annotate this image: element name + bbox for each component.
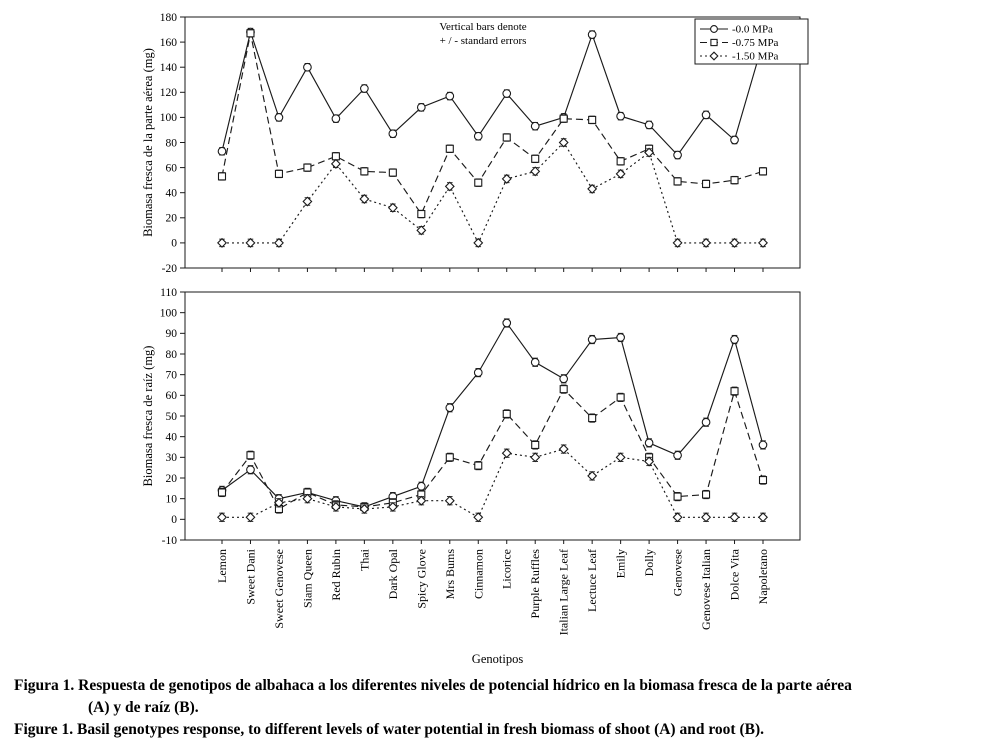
y-axis-tick-label: 40 bbox=[165, 187, 177, 200]
marker-diamond-icon bbox=[474, 239, 482, 247]
marker-diamond-icon bbox=[531, 453, 539, 461]
marker-circle-icon bbox=[361, 85, 369, 93]
x-category-label: Purple Ruffles bbox=[528, 549, 543, 619]
marker-circle-icon bbox=[474, 132, 482, 140]
marker-circle-icon bbox=[418, 482, 426, 490]
marker-circle-icon bbox=[617, 334, 625, 342]
marker-circle-icon bbox=[731, 336, 739, 344]
marker-diamond-icon bbox=[389, 204, 397, 212]
marker-circle-icon bbox=[702, 111, 710, 119]
y-axis-title-A: Biomasa fresca de la parte aérea (mg) bbox=[141, 48, 155, 237]
y-axis-tick-label: 20 bbox=[165, 472, 177, 485]
marker-diamond-icon bbox=[246, 239, 254, 247]
marker-square-icon bbox=[617, 394, 624, 401]
marker-square-icon bbox=[418, 211, 425, 218]
series-line bbox=[222, 449, 763, 517]
x-category-label: Lectuce Leaf bbox=[585, 549, 600, 612]
marker-diamond-icon bbox=[588, 185, 596, 193]
marker-square-icon bbox=[760, 477, 767, 484]
marker-circle-icon bbox=[711, 26, 718, 33]
series-line bbox=[222, 389, 763, 509]
marker-square-icon bbox=[219, 173, 226, 180]
y-axis-tick-label: 10 bbox=[165, 493, 177, 506]
legend-label: -1.50 MPa bbox=[732, 50, 779, 63]
y-axis-tick-label: 40 bbox=[165, 431, 177, 444]
marker-diamond-icon bbox=[702, 239, 710, 247]
caption-spanish-line2: (A) y de raíz (B). bbox=[88, 699, 199, 716]
marker-square-icon bbox=[247, 30, 254, 37]
marker-circle-icon bbox=[560, 375, 568, 383]
marker-square-icon bbox=[703, 180, 710, 187]
series-line bbox=[222, 32, 763, 155]
x-category-label: Genovese bbox=[670, 549, 685, 597]
marker-circle-icon bbox=[645, 121, 653, 129]
marker-square-icon bbox=[446, 145, 453, 152]
marker-circle-icon bbox=[531, 358, 539, 366]
marker-diamond-icon bbox=[559, 445, 567, 453]
marker-diamond-icon bbox=[759, 239, 767, 247]
x-category-label: Italian Large Leaf bbox=[556, 549, 571, 636]
y-axis-tick-label: 60 bbox=[165, 390, 177, 403]
marker-diamond-icon bbox=[503, 175, 511, 183]
marker-circle-icon bbox=[759, 441, 767, 449]
marker-circle-icon bbox=[418, 104, 426, 112]
marker-circle-icon bbox=[531, 122, 539, 130]
marker-circle-icon bbox=[617, 112, 625, 120]
marker-diamond-icon bbox=[730, 239, 738, 247]
marker-diamond-icon bbox=[446, 182, 454, 190]
x-category-label: Genovese Italian bbox=[699, 549, 714, 630]
marker-square-icon bbox=[532, 155, 539, 162]
marker-square-icon bbox=[560, 115, 567, 122]
annotation-note bbox=[439, 21, 526, 47]
series-diamond bbox=[218, 445, 767, 522]
y-axis-tick-label: 0 bbox=[171, 237, 177, 250]
marker-square-icon bbox=[674, 178, 681, 185]
marker-square-icon bbox=[332, 153, 339, 160]
marker-square-icon bbox=[475, 179, 482, 186]
marker-circle-icon bbox=[332, 115, 340, 123]
series-line bbox=[222, 143, 763, 243]
series-line bbox=[222, 323, 763, 507]
marker-circle-icon bbox=[247, 466, 255, 474]
marker-diamond-icon bbox=[218, 513, 226, 521]
chart-panel-B bbox=[141, 287, 800, 666]
marker-diamond-icon bbox=[446, 497, 454, 505]
marker-square-icon bbox=[760, 168, 767, 175]
marker-circle-icon bbox=[674, 151, 682, 159]
y-axis-tick-label: 180 bbox=[159, 11, 177, 24]
y-axis-tick-label: 100 bbox=[159, 307, 177, 320]
x-axis-title: Genotipos bbox=[471, 652, 524, 666]
marker-square-icon bbox=[446, 454, 453, 461]
marker-diamond-icon bbox=[702, 513, 710, 521]
y-axis-tick-label: -10 bbox=[161, 534, 177, 547]
marker-diamond-icon bbox=[218, 239, 226, 247]
marker-circle-icon bbox=[446, 92, 454, 100]
marker-circle-icon bbox=[731, 136, 739, 144]
x-category-label: Licorice bbox=[499, 549, 514, 589]
marker-square-icon bbox=[389, 169, 396, 176]
marker-square-icon bbox=[247, 452, 254, 459]
marker-square-icon bbox=[589, 415, 596, 422]
marker-circle-icon bbox=[474, 369, 482, 377]
marker-circle-icon bbox=[645, 439, 653, 447]
x-category-label: Siam Queen bbox=[300, 549, 315, 608]
marker-square-icon bbox=[711, 39, 717, 45]
y-axis-tick-label: 160 bbox=[159, 36, 177, 49]
marker-square-icon bbox=[503, 134, 510, 141]
x-category-label: Napoletano bbox=[756, 549, 770, 605]
y-axis-tick-label: 70 bbox=[165, 369, 177, 382]
figure-captions bbox=[0, 672, 988, 741]
series-circle bbox=[218, 28, 767, 159]
y-axis-tick-label: 20 bbox=[165, 212, 177, 225]
marker-circle-icon bbox=[503, 90, 511, 98]
marker-square-icon bbox=[532, 441, 539, 448]
y-axis-tick-label: 100 bbox=[159, 112, 177, 125]
y-axis-title-B: Biomasa fresca de raíz (mg) bbox=[141, 345, 155, 487]
x-category-label: Cinnamon bbox=[471, 549, 486, 599]
marker-square-icon bbox=[475, 462, 482, 469]
y-axis-tick-label: 50 bbox=[165, 410, 177, 423]
marker-circle-icon bbox=[446, 404, 454, 412]
x-category-label: Dolly bbox=[642, 549, 657, 577]
y-axis-tick-label: 120 bbox=[159, 87, 177, 100]
y-axis-tick-label: -20 bbox=[161, 262, 177, 275]
legend-label: -0.0 MPa bbox=[732, 23, 773, 36]
marker-square-icon bbox=[503, 410, 510, 417]
marker-diamond-icon bbox=[673, 513, 681, 521]
marker-diamond-icon bbox=[730, 513, 738, 521]
marker-circle-icon bbox=[588, 31, 596, 39]
marker-diamond-icon bbox=[474, 513, 482, 521]
y-axis-tick-label: 110 bbox=[160, 286, 177, 299]
x-category-label: Mrs Bums bbox=[442, 549, 457, 600]
marker-square-icon bbox=[560, 386, 567, 393]
x-category-label: Sweet Genovese bbox=[271, 549, 286, 629]
marker-circle-icon bbox=[389, 130, 397, 138]
x-category-label: Thai bbox=[357, 549, 372, 571]
x-category-label: Spicy Glove bbox=[414, 549, 429, 609]
x-category-label: Lemon bbox=[215, 549, 229, 583]
x-category-label: Sweet Dani bbox=[243, 549, 258, 605]
marker-square-icon bbox=[304, 164, 311, 171]
marker-circle-icon bbox=[588, 336, 596, 344]
x-category-label: Dolce Vita bbox=[727, 549, 742, 601]
marker-diamond-icon bbox=[759, 513, 767, 521]
y-axis-tick-label: 60 bbox=[165, 162, 177, 175]
annotation-line: Vertical bars denote bbox=[439, 21, 527, 33]
x-category-label: Dark Opal bbox=[385, 549, 400, 600]
marker-diamond-icon bbox=[303, 197, 311, 205]
y-axis-tick-label: 0 bbox=[171, 514, 177, 527]
marker-square-icon bbox=[703, 491, 710, 498]
y-axis-tick-label: 140 bbox=[159, 62, 177, 74]
annotation-line: + / - standard errors bbox=[439, 35, 527, 47]
marker-diamond-icon bbox=[559, 138, 567, 146]
marker-circle-icon bbox=[218, 147, 226, 155]
marker-diamond-icon bbox=[616, 170, 624, 178]
marker-square-icon bbox=[617, 158, 624, 165]
marker-circle-icon bbox=[304, 63, 312, 71]
legend-label: -0.75 MPa bbox=[732, 37, 779, 50]
y-axis-tick-label: 80 bbox=[165, 137, 177, 150]
marker-diamond-icon bbox=[673, 239, 681, 247]
marker-square-icon bbox=[361, 168, 368, 175]
marker-circle-icon bbox=[702, 418, 710, 426]
series-diamond bbox=[218, 138, 767, 247]
marker-square-icon bbox=[731, 388, 738, 395]
y-axis-tick-label: 30 bbox=[165, 452, 177, 465]
marker-circle-icon bbox=[275, 114, 283, 122]
marker-circle-icon bbox=[503, 319, 511, 327]
x-category-label: Emily bbox=[613, 549, 628, 579]
y-axis-tick-label: 90 bbox=[165, 328, 177, 341]
marker-diamond-icon bbox=[246, 513, 254, 521]
legend bbox=[695, 19, 808, 64]
series-square bbox=[219, 30, 767, 218]
caption-spanish-line1: Figura 1. Respuesta de genotipos de albahaca a los diferentes niveles de potencial hídrico en la biomasa fresca de la parte aérea bbox=[14, 677, 852, 694]
x-category-label: Red Rubin bbox=[328, 549, 343, 601]
y-axis-tick-label: 80 bbox=[165, 348, 177, 361]
marker-diamond-icon bbox=[616, 453, 624, 461]
marker-diamond-icon bbox=[275, 239, 283, 247]
series-line bbox=[222, 33, 763, 214]
marker-square-icon bbox=[674, 493, 681, 500]
caption-english: Figure 1. Basil genotypes response, to different levels of water potential in fresh biomass of shoot (A) and root (B). bbox=[14, 721, 765, 738]
marker-circle-icon bbox=[674, 451, 682, 459]
marker-square-icon bbox=[731, 177, 738, 184]
marker-diamond-icon bbox=[503, 449, 511, 457]
marker-square-icon bbox=[275, 170, 282, 177]
marker-square-icon bbox=[589, 116, 596, 123]
marker-square-icon bbox=[219, 489, 226, 496]
series-circle bbox=[218, 319, 767, 511]
